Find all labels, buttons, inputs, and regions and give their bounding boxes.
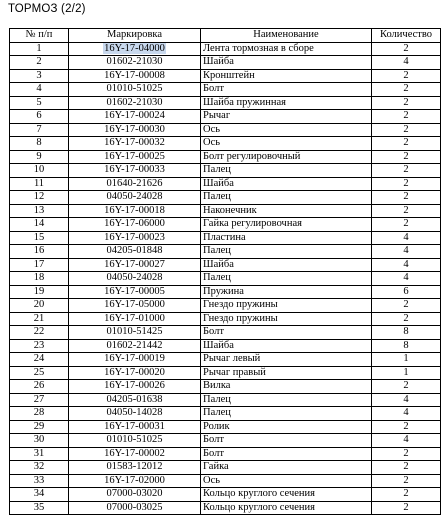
row-name: Гнездо пружины: [201, 299, 372, 313]
page-title: ТОРМОЗ (2/2): [8, 3, 86, 15]
row-number: 26: [10, 380, 69, 394]
table-row: [10, 191, 441, 205]
row-quantity: 2: [372, 164, 441, 178]
table-row: [10, 272, 441, 286]
table-row: [10, 96, 441, 110]
row-marking: [69, 42, 201, 56]
row-marking: 16Y-17-05000: [69, 299, 201, 313]
row-quantity: 2: [372, 420, 441, 434]
row-quantity: 2: [372, 447, 441, 461]
row-quantity: 2: [372, 191, 441, 205]
row-number: 12: [10, 191, 69, 205]
row-name: Палец: [201, 393, 372, 407]
row-quantity: 1: [372, 353, 441, 367]
row-name: Рычаг: [201, 110, 372, 124]
row-quantity: 2: [372, 83, 441, 97]
row-name: Палец: [201, 407, 372, 421]
row-marking: 01583-12012: [69, 461, 201, 475]
row-name: Кольцо круглого сечения: [201, 488, 372, 502]
table-row: [10, 137, 441, 151]
row-number: 28: [10, 407, 69, 421]
row-marking: 16Y-17-00023: [69, 231, 201, 245]
row-number: 25: [10, 366, 69, 380]
row-name: Болт: [201, 326, 372, 340]
row-quantity: 4: [372, 393, 441, 407]
row-marking: 16Y-17-00019: [69, 353, 201, 367]
table-row: [10, 258, 441, 272]
table-row: [10, 123, 441, 137]
row-number: 10: [10, 164, 69, 178]
column-header-marking: Маркировка: [69, 29, 201, 43]
row-marking: 16Y-17-00002: [69, 447, 201, 461]
table-row: [10, 204, 441, 218]
row-marking: 01010-51025: [69, 434, 201, 448]
row-name: Гайка: [201, 461, 372, 475]
row-quantity: 6: [372, 285, 441, 299]
row-number: 31: [10, 447, 69, 461]
row-marking: 16Y-17-00008: [69, 69, 201, 83]
row-quantity: 2: [372, 299, 441, 313]
table-row: [10, 231, 441, 245]
row-number: 30: [10, 434, 69, 448]
selected-marking-text[interactable]: 16Y-17-04000: [104, 42, 165, 54]
row-number: 24: [10, 353, 69, 367]
row-quantity: 2: [372, 218, 441, 232]
row-number: 35: [10, 501, 69, 515]
table-row: [10, 380, 441, 394]
row-quantity: 2: [372, 461, 441, 475]
row-marking: 04050-24028: [69, 191, 201, 205]
row-quantity: 2: [372, 69, 441, 83]
row-number: 13: [10, 204, 69, 218]
row-name: Рычаг левый: [201, 353, 372, 367]
row-quantity: 2: [372, 501, 441, 515]
row-name: Палец: [201, 191, 372, 205]
row-marking: 04050-14028: [69, 407, 201, 421]
row-number: 5: [10, 96, 69, 110]
row-name: Ось: [201, 137, 372, 151]
row-name: Вилка: [201, 380, 372, 394]
row-name: Ось: [201, 474, 372, 488]
row-number: 16: [10, 245, 69, 259]
table-row: [10, 326, 441, 340]
table-row: [10, 366, 441, 380]
row-name: Гайка регулировочная: [201, 218, 372, 232]
row-number: 3: [10, 69, 69, 83]
table-row: [10, 56, 441, 70]
parts-table: [9, 28, 441, 515]
row-marking: 16Y-17-00025: [69, 150, 201, 164]
row-quantity: 2: [372, 380, 441, 394]
row-name: Кольцо круглого сечения: [201, 501, 372, 515]
row-number: 15: [10, 231, 69, 245]
column-header-quantity: Количество: [372, 29, 441, 43]
row-quantity: 2: [372, 110, 441, 124]
row-name: Шайба: [201, 258, 372, 272]
row-number: 34: [10, 488, 69, 502]
row-name: Пластина: [201, 231, 372, 245]
row-marking: 16Y-17-06000: [69, 218, 201, 232]
row-number: 22: [10, 326, 69, 340]
table-row: [10, 299, 441, 313]
table-row: [10, 177, 441, 191]
row-marking: 04205-01638: [69, 393, 201, 407]
row-marking: 16Y-17-02000: [69, 474, 201, 488]
row-quantity: 2: [372, 96, 441, 110]
table-row: [10, 150, 441, 164]
row-name: Шайба: [201, 177, 372, 191]
table-header-row: [10, 29, 441, 43]
row-quantity: 2: [372, 204, 441, 218]
row-marking: 01010-51025: [69, 83, 201, 97]
row-marking: 16Y-17-00033: [69, 164, 201, 178]
row-name: Болт регулировочный: [201, 150, 372, 164]
row-quantity: 4: [372, 407, 441, 421]
table-row: [10, 501, 441, 515]
row-number: 11: [10, 177, 69, 191]
row-quantity: 4: [372, 231, 441, 245]
table-row: [10, 69, 441, 83]
row-quantity: 4: [372, 258, 441, 272]
row-marking: 04205-01848: [69, 245, 201, 259]
row-quantity: 8: [372, 326, 441, 340]
row-number: 23: [10, 339, 69, 353]
row-number: 17: [10, 258, 69, 272]
row-name: Шайба пружинная: [201, 96, 372, 110]
table-row: [10, 110, 441, 124]
row-marking: 04050-24028: [69, 272, 201, 286]
row-marking: 01602-21030: [69, 56, 201, 70]
row-marking: 16Y-17-00020: [69, 366, 201, 380]
row-number: 21: [10, 312, 69, 326]
row-quantity: 1: [372, 366, 441, 380]
row-marking: 07000-03020: [69, 488, 201, 502]
row-name: Болт: [201, 434, 372, 448]
row-marking: 07000-03025: [69, 501, 201, 515]
row-quantity: 2: [372, 42, 441, 56]
row-number: 2: [10, 56, 69, 70]
row-name: Ролик: [201, 420, 372, 434]
row-quantity: 2: [372, 137, 441, 151]
row-name: Палец: [201, 245, 372, 259]
table-row: [10, 447, 441, 461]
row-number: 4: [10, 83, 69, 97]
row-name: Шайба: [201, 339, 372, 353]
row-marking: 16Y-17-00005: [69, 285, 201, 299]
row-number: 1: [10, 42, 69, 56]
table-row: [10, 218, 441, 232]
row-name: Болт: [201, 447, 372, 461]
table-row: [10, 393, 441, 407]
table-row: [10, 339, 441, 353]
row-name: Палец: [201, 272, 372, 286]
row-quantity: 2: [372, 474, 441, 488]
row-name: Пружина: [201, 285, 372, 299]
table-row: [10, 245, 441, 259]
table-row: [10, 285, 441, 299]
table-row: [10, 164, 441, 178]
row-name: Гнездо пружины: [201, 312, 372, 326]
table-row: [10, 488, 441, 502]
row-name: Болт: [201, 83, 372, 97]
row-marking: 01602-21030: [69, 96, 201, 110]
row-quantity: 4: [372, 245, 441, 259]
row-number: 6: [10, 110, 69, 124]
row-quantity: 2: [372, 312, 441, 326]
row-number: 20: [10, 299, 69, 313]
row-number: 18: [10, 272, 69, 286]
row-marking: 01010-51425: [69, 326, 201, 340]
row-name: Ось: [201, 123, 372, 137]
row-number: 8: [10, 137, 69, 151]
row-quantity: 4: [372, 434, 441, 448]
row-marking: 16Y-17-00024: [69, 110, 201, 124]
row-quantity: 2: [372, 488, 441, 502]
row-number: 9: [10, 150, 69, 164]
row-quantity: 4: [372, 56, 441, 70]
row-marking: 16Y-17-00031: [69, 420, 201, 434]
table-row: [10, 461, 441, 475]
row-marking: 16Y-17-00018: [69, 204, 201, 218]
row-quantity: 2: [372, 150, 441, 164]
row-name: Шайба: [201, 56, 372, 70]
row-name: Наконечник: [201, 204, 372, 218]
table-row: [10, 353, 441, 367]
row-number: 29: [10, 420, 69, 434]
row-marking: 16Y-17-01000: [69, 312, 201, 326]
column-header-number: № п/п: [10, 29, 69, 43]
row-number: 33: [10, 474, 69, 488]
row-marking: 16Y-17-00030: [69, 123, 201, 137]
row-number: 27: [10, 393, 69, 407]
row-name: Лента тормозная в сборе: [201, 42, 372, 56]
row-quantity: 2: [372, 177, 441, 191]
row-number: 14: [10, 218, 69, 232]
row-number: 32: [10, 461, 69, 475]
row-marking: 16Y-17-00027: [69, 258, 201, 272]
row-quantity: 4: [372, 272, 441, 286]
table-row: [10, 434, 441, 448]
table-row: [10, 407, 441, 421]
row-number: 19: [10, 285, 69, 299]
row-marking: 01640-21626: [69, 177, 201, 191]
table-body: [10, 42, 441, 515]
row-name: Кронштейн: [201, 69, 372, 83]
column-header-name: Наименование: [201, 29, 372, 43]
row-name: Рычаг правый: [201, 366, 372, 380]
table-row: [10, 83, 441, 97]
row-marking: 16Y-17-00026: [69, 380, 201, 394]
row-marking: 16Y-17-00032: [69, 137, 201, 151]
table-row: [10, 420, 441, 434]
table-row: [10, 312, 441, 326]
table-row: [10, 42, 441, 56]
row-marking: 01602-21442: [69, 339, 201, 353]
row-quantity: 2: [372, 123, 441, 137]
row-quantity: 8: [372, 339, 441, 353]
table-row: [10, 474, 441, 488]
row-name: Палец: [201, 164, 372, 178]
row-number: 7: [10, 123, 69, 137]
